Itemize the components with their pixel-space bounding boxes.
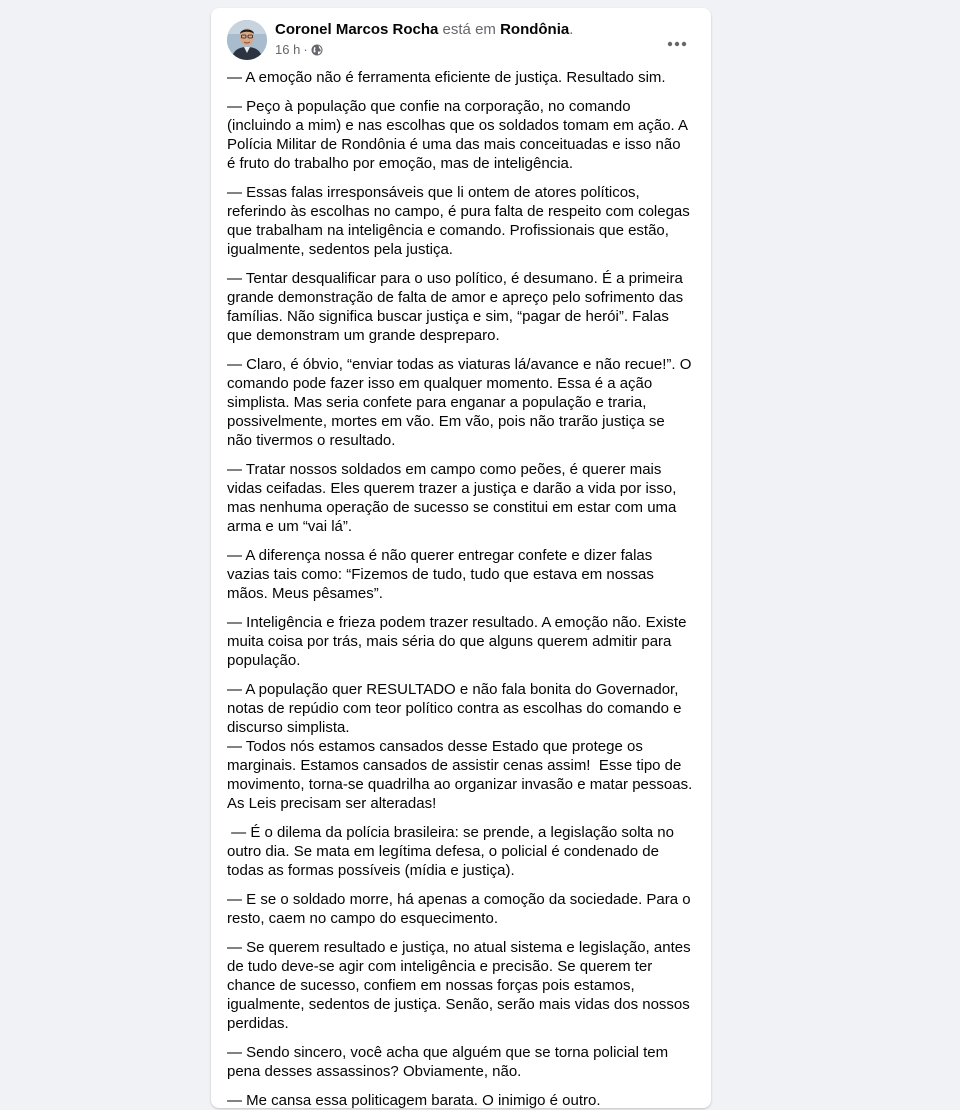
- post-paragraph: — Essas falas irresponsáveis que li ontem de atores políticos, referindo às escolhas no campo, é pura falta de respeito com colegas que trabalham na inteligência e comando. Profissionais que estão, igualmente, sedentos pela justiça.: [227, 184, 694, 258]
- post-paragraph: — Claro, é óbvio, “enviar todas as viaturas lá/avance e não recue!”. O comando pode fazer isso em qualquer momento. Essa é a ação simplista. Mas seria confete para enganar a população e traria, possivelmente, mortes em vão. Em vão, pois não trarão justiça se não tivermos o resultado.: [227, 356, 696, 449]
- post-paragraph: — Me cansa essa politicagem barata. O inimigo é outro.: [227, 1092, 601, 1109]
- post-meta: [275, 20, 573, 58]
- location-connector: está em: [442, 21, 496, 38]
- post-timestamp[interactable]: 16 h: [275, 42, 301, 57]
- post-header: [227, 20, 695, 64]
- post-body: [227, 68, 696, 1110]
- post-paragraph: — A emoção não é ferramenta eficiente de justiça. Resultado sim.: [227, 69, 666, 86]
- avatar-image: [227, 20, 267, 60]
- more-options-icon: [667, 41, 687, 47]
- post-time-line: [275, 42, 573, 58]
- post-paragraph: — Se querem resultado e justiça, no atual sistema e legislação, antes de tudo deve-se agir com inteligência e precisão. Se querem ter chance de sucesso, confiem em nossas forças pois estamos, igualmente, sedentos de justiça. Senão, serão mais vidas dos nossos perdidas.: [227, 939, 695, 1032]
- post-paragraph: — Tentar desqualificar para o uso político, é desumano. É a primeira grande demonstração de falta de amor e apreço pelo sofrimento das famílias. Não significa buscar justiça e sim, “pagar de herói”. Falas que demonstram um grande despreparo.: [227, 270, 688, 344]
- author-line-period: .: [569, 21, 574, 38]
- post-paragraph: — E se o soldado morre, há apenas a comoção da sociedade. Para o resto, caem no campo do esquecimento.: [227, 891, 695, 927]
- post-paragraph: — É o dilema da polícia brasileira: se prende, a legislação solta no outro dia. Se mata em legítima defesa, o policial é condenado de todas as formas possíveis (mídia e justiça).: [227, 824, 679, 879]
- post-paragraph: — A população quer RESULTADO e não fala bonita do Governador, notas de repúdio com teor político contra as escolhas do comando e discurso simplista.: [227, 681, 686, 736]
- more-options-button[interactable]: [659, 26, 695, 62]
- post-paragraph: — Tratar nossos soldados em campo como peões, é querer mais vidas ceifadas. Eles querem trazer a justiça e darão a vida por isso, mas nenhuma operação de sucesso se constitui em estar com uma arma e um “vai lá”.: [227, 461, 681, 535]
- separator-dot: ·: [303, 42, 308, 57]
- post-card: [211, 8, 711, 1108]
- post-paragraph: — Inteligência e frieza podem trazer resultado. A emoção não. Existe muita coisa por trás, mais séria do que alguns querem admitir para população.: [227, 614, 691, 669]
- author-line: [275, 20, 573, 39]
- globe-icon[interactable]: [311, 44, 323, 56]
- location-link[interactable]: Rondônia: [500, 21, 570, 38]
- post-paragraph: — Peço à população que confie na corporação, no comando (incluindo a mim) e nas escolhas que os soldados tomam em ação. A Polícia Militar de Rondônia é uma das mais conceituadas e isso não é fruto do trabalho por emoção, mas de inteligência.: [227, 98, 692, 172]
- post-paragraph: — Sendo sincero, você acha que alguém que se torna policial tem pena desses assassinos? Obviamente, não.: [227, 1044, 673, 1080]
- author-avatar[interactable]: [227, 20, 267, 60]
- post-paragraph: — A diferença nossa é não querer entregar confete e dizer falas vazias tais como: “Fizemos de tudo, tudo que estava em nossas mãos. Meus pêsames”.: [227, 547, 659, 602]
- author-name[interactable]: Coronel Marcos Rocha: [275, 21, 439, 38]
- post-paragraph: — Todos nós estamos cansados desse Estado que protege os marginais. Estamos cansados de assistir cenas assim! Esse tipo de movimento, torna-se quadrilha ao organizar invasão e matar pessoas. As Leis precisam ser alteradas!: [227, 738, 696, 812]
